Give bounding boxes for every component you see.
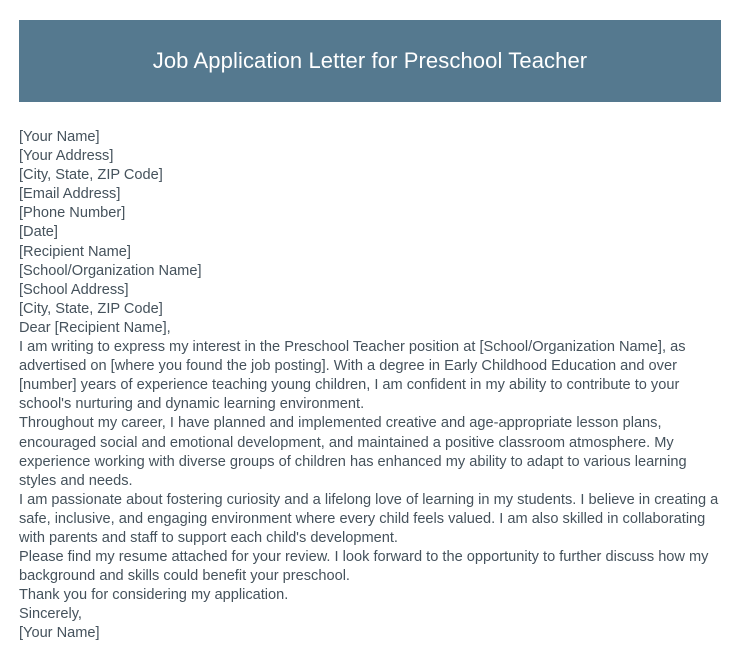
sender-address-line: [Your Address]: [19, 148, 114, 165]
closing-line: Sincerely,: [19, 606, 82, 623]
page-title: Job Application Letter for Preschool Teacher: [152, 48, 588, 73]
letter-paragraph-2: Throughout my career, I have planned and implemented creative and age-appropriate lesson plans, encouraged social and emotional development, and maintained a positive classroom atmosphere. My experience working with diverse groups of children has enhanced my ability to adapt to various learning styles and needs.: [19, 415, 687, 489]
recipient-organization-line: [School/Organization Name]: [19, 262, 202, 279]
salutation-line: Dear [Recipient Name],: [19, 319, 171, 336]
letter-paragraph-1: I am writing to express my interest in the Preschool Teacher position at [School/Organization Name], as advertised on [where you found the job posting]. With a degree in Early Childhood Education and over [number] years of experience teaching young children, I am confident in my ability to contribute to your school's nurturing and dynamic learning environment.: [19, 339, 686, 413]
letter-paragraph-5: Thank you for considering my application.: [19, 587, 289, 604]
letter-body: [19, 128, 721, 644]
signature-name-line: [Your Name]: [19, 625, 100, 642]
date-line: [Date]: [19, 224, 58, 241]
letter-paragraph-3: I am passionate about fostering curiosity and a lifelong love of learning in my students. I believe in creating a safe, inclusive, and engaging environment where every child feels valued. I am also skilled in collaborating with parents and staff to support each child's development.: [19, 491, 719, 546]
recipient-city-state-zip-line: [City, State, ZIP Code]: [19, 300, 163, 317]
letter-paragraph-4: Please find my resume attached for your review. I look forward to the opportunity to further discuss how my background and skills could benefit your preschool.: [19, 549, 709, 585]
document-header-banner: [19, 20, 721, 102]
sender-name-line: [Your Name]: [19, 129, 100, 145]
recipient-address-line: [School Address]: [19, 281, 129, 298]
sender-city-state-zip-line: [City, State, ZIP Code]: [19, 167, 163, 184]
recipient-name-line: [Recipient Name]: [19, 243, 131, 260]
sender-phone-line: [Phone Number]: [19, 205, 126, 222]
sender-email-line: [Email Address]: [19, 186, 121, 203]
